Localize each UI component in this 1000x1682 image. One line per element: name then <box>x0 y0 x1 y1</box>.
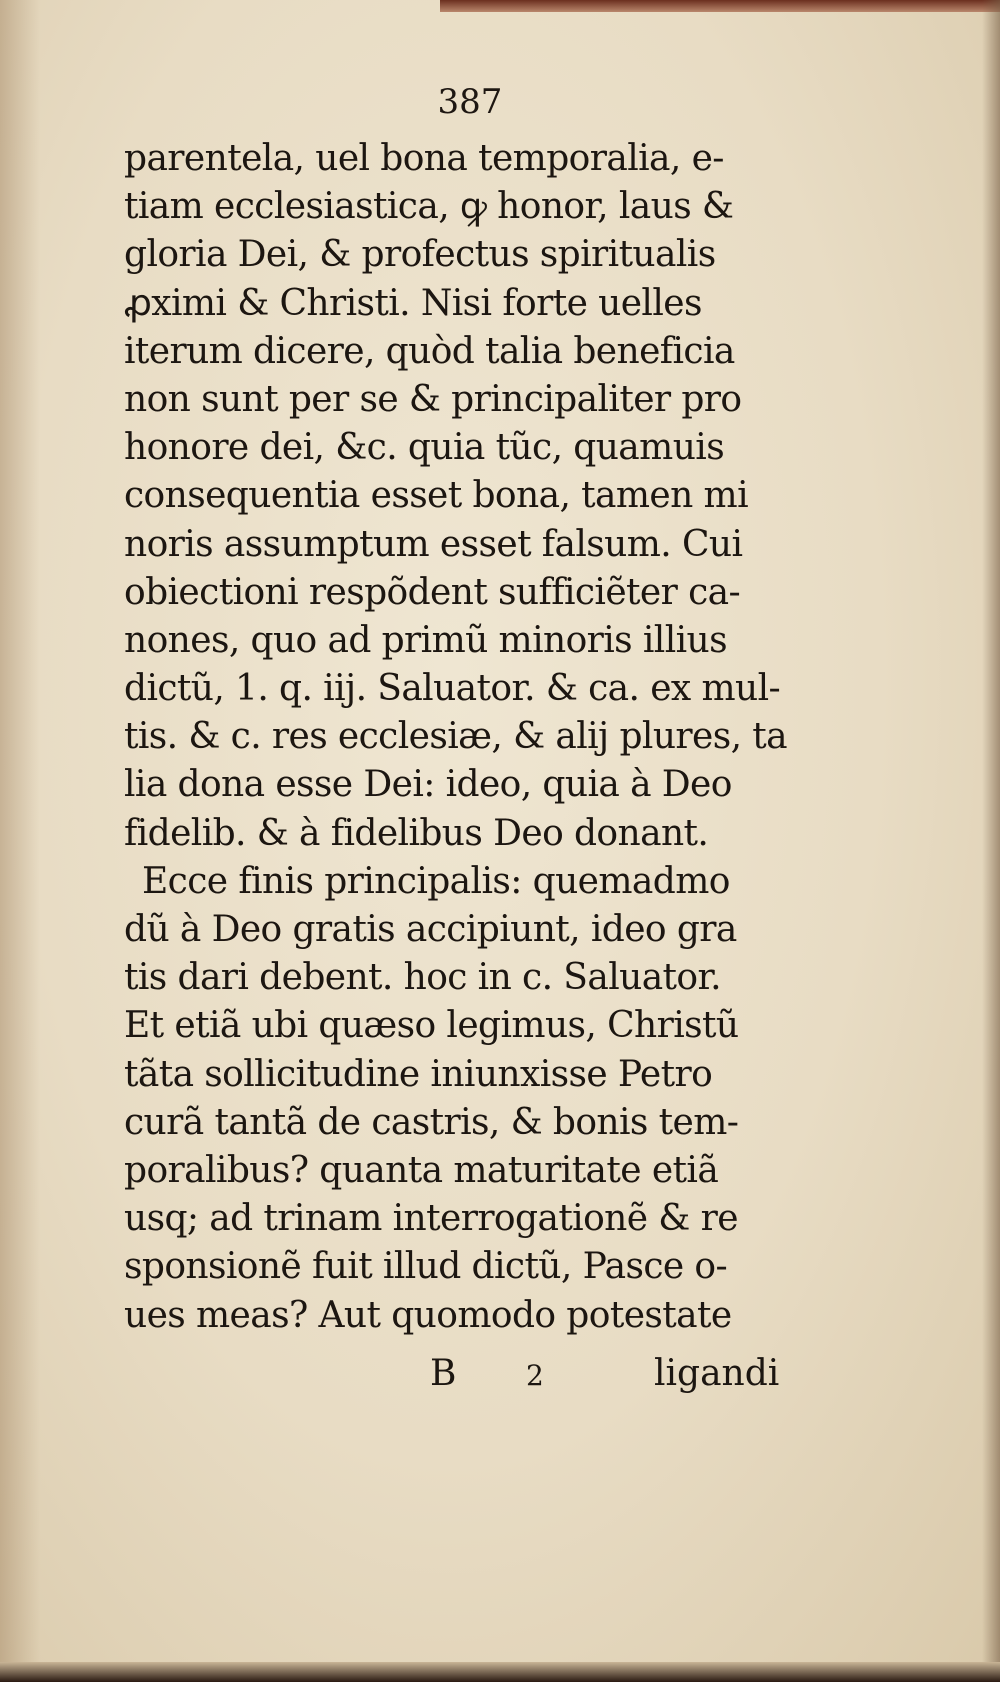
text-line: consequentia esset bona, tamen mi <box>124 475 748 517</box>
text-line: honore dei, &c. quia tũc, quamuis <box>124 427 725 469</box>
text-line: poralibus? quanta maturitate etiã <box>124 1149 719 1191</box>
text-line: tis. & c. res ecclesiæ, & alij plures, ta <box>124 716 788 758</box>
signature-number: 2 <box>526 1359 544 1392</box>
catchword: ligandi <box>654 1353 780 1394</box>
text-line: tãta sollicitudine iniunxisse Petro <box>124 1053 713 1095</box>
top-edge-band <box>440 0 1000 12</box>
text-line: gloria Dei, & profectus spiritualis <box>124 234 716 276</box>
page-edge <box>982 0 1000 1682</box>
text-line: tis dari debent. hoc in c. Saluator. <box>124 957 721 999</box>
text-line: non sunt per se & principaliter pro <box>124 378 742 420</box>
text-line: curã tantã de castris, & bonis tem- <box>124 1101 739 1143</box>
text-line: tiam ecclesiastica, ꝙ honor, laus & <box>124 186 734 228</box>
text-line: nones, quo ad primũ minoris illius <box>124 619 728 661</box>
signature-mark: B <box>430 1353 457 1394</box>
text-line: dũ à Deo gratis accipiunt, ideo gra <box>124 909 737 950</box>
text-block <box>124 135 804 1340</box>
text-line: parentela, uel bona temporalia, e- <box>124 138 724 179</box>
gutter-shadow <box>0 0 40 1682</box>
text-line: obiectioni respõdent sufficiẽter ca- <box>124 571 741 613</box>
text-line: Et etiã ubi quæso legimus, Christũ <box>124 1005 739 1047</box>
bottom-edge-band <box>0 1662 1000 1682</box>
text-line: fidelib. & à fidelibus Deo donant. <box>124 812 709 854</box>
text-line: lia dona esse Dei: ideo, quia à Deo <box>124 764 732 806</box>
text-line: dictũ, 1. q. iij. Saluator. & ca. ex mul- <box>124 668 781 710</box>
text-line: sponsionẽ fuit illud dictũ, Pasce o- <box>124 1246 728 1288</box>
text-line: Ecce finis principalis: quemadmo <box>142 860 730 902</box>
text-line: ues meas? Aut quomodo potestate <box>124 1294 732 1336</box>
text-line: ꝓximi & Christi. Nisi forte uelles <box>124 282 702 324</box>
text-line: noris assumptum esset falsum. Cui <box>124 523 743 565</box>
page-number: 387 <box>437 82 503 122</box>
text-line: iterum dicere, quòd talia beneficia <box>124 330 735 372</box>
text-line: usq; ad trinam interrogationẽ & re <box>124 1198 738 1240</box>
signature-line <box>0 1353 1000 1403</box>
